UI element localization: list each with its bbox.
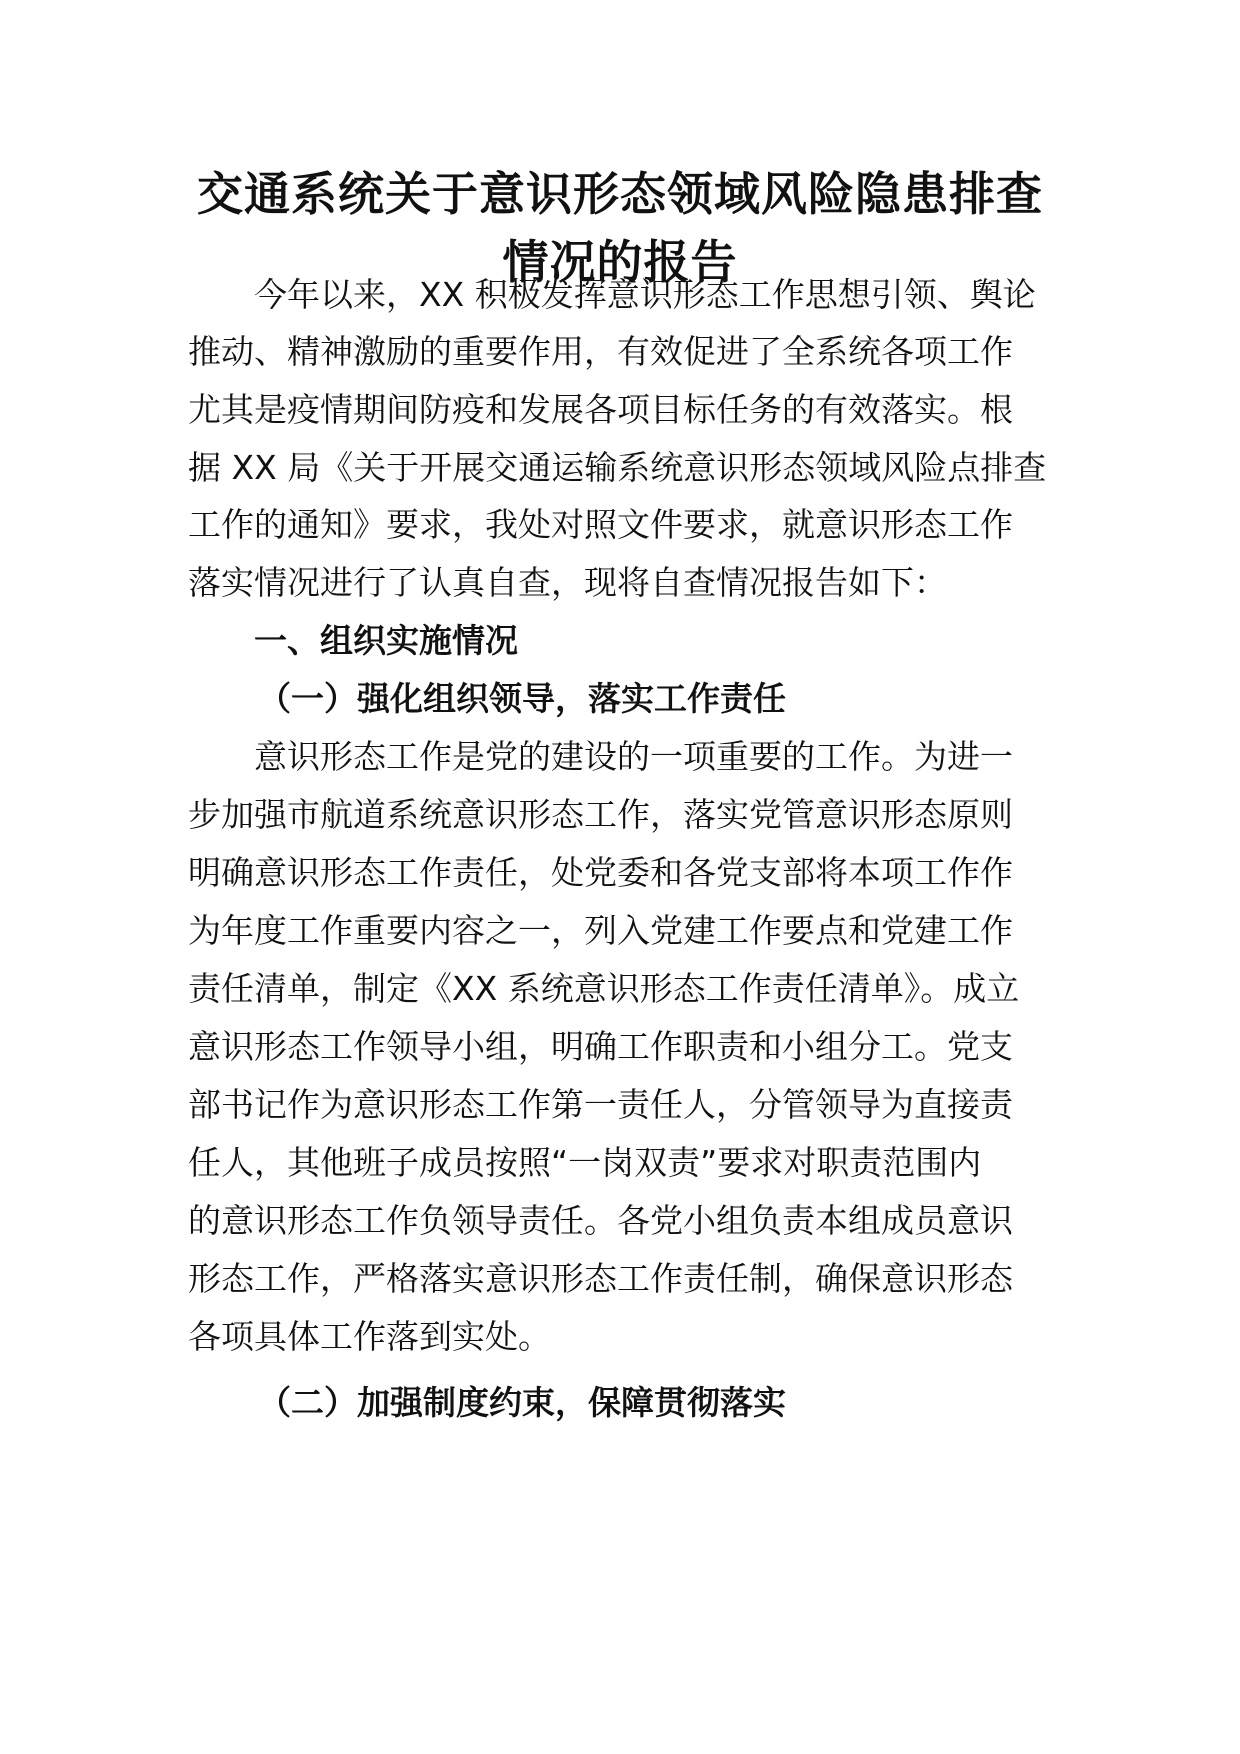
paragraph-1-line-5: 工作的通知》要求，我处对照文件要求，就意识形态工作 [188,505,1013,544]
subsection-heading-1: （一）强化组织领导，落实工作责任 [258,679,786,718]
paragraph-2-line-11: 各项具体工作落到实处。 [188,1317,551,1356]
paragraph-1-line-4: 据 XX 局《关于开展交通运输系统意识形态领域风险点排查 [188,448,1047,487]
paragraph-2-line-3: 明确意识形态工作责任，处党委和各党支部将本项工作作 [188,853,1013,892]
paragraph-2-line-1: 意识形态工作是党的建设的一项重要的工作。为进一 [254,737,1013,776]
paragraph-2-line-4: 为年度工作重要内容之一，列入党建工作要点和党建工作 [188,911,1013,950]
section-heading-1: 一、组织实施情况 [254,621,518,660]
document-title-line-1: 交通系统关于意识形态领域风险隐患排查 [197,167,1043,221]
document-title-line-2: 情况的报告 [502,235,738,289]
paragraph-2-line-7: 部书记作为意识形态工作第一责任人，分管领导为直接责 [188,1085,1013,1124]
paragraph-1-line-1: 今年以来，XX 积极发挥意识形态工作思想引领、舆论 [254,275,1036,314]
paragraph-2-line-9: 的意识形态工作负领导责任。各党小组负责本组成员意识 [188,1201,1013,1240]
paragraph-2-line-8: 任人，其他班子成员按照“一岗双责”要求对职责范围内 [188,1143,982,1182]
paragraph-1-line-2: 推动、精神激励的重要作用，有效促进了全系统各项工作 [188,332,1013,371]
paragraph-1-line-3: 尤其是疫情期间防疫和发展各项目标任务的有效落实。根 [188,390,1013,429]
paragraph-2-line-2: 步加强市航道系统意识形态工作，落实党管意识形态原则 [188,795,1013,834]
paragraph-1-line-6: 落实情况进行了认真自查，现将自查情况报告如下： [188,563,947,602]
paragraph-2-line-6: 意识形态工作领导小组，明确工作职责和小组分工。党支 [188,1027,1013,1066]
paragraph-2-line-5: 责任清单，制定《XX 系统意识形态工作责任清单》。成立 [188,969,1020,1008]
paragraph-2-line-10: 形态工作，严格落实意识形态工作责任制，确保意识形态 [188,1259,1013,1298]
subsection-heading-2: （二）加强制度约束，保障贯彻落实 [258,1383,786,1422]
